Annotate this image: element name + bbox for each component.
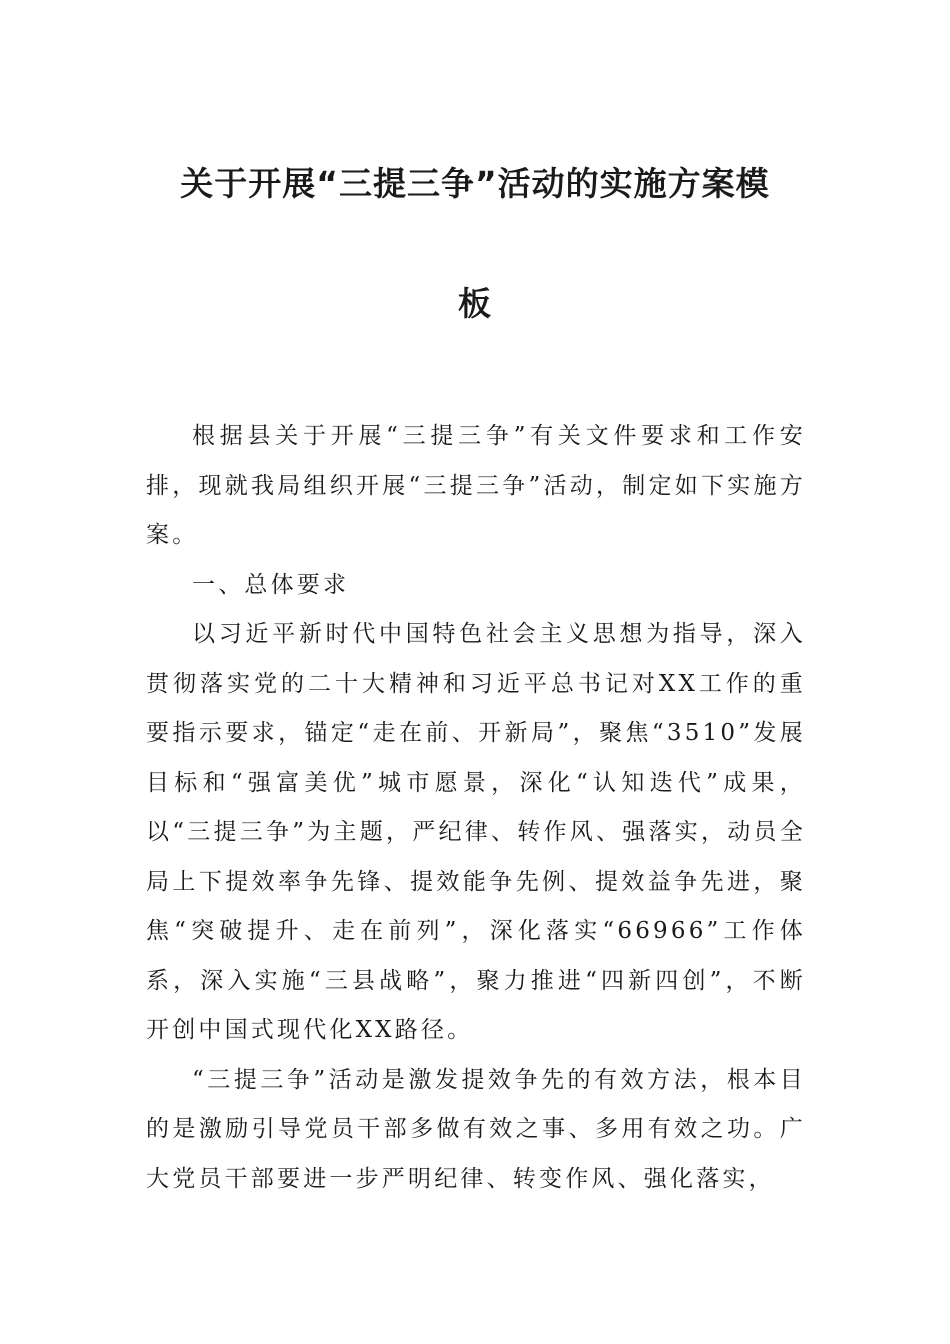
paragraph-intro: 根据县关于开展“三提三争”有关文件要求和工作安排，现就我局组织开展“三提三争”活动，制定如下实施方案。 (146, 423, 806, 548)
document-title-line-2: 板 (458, 284, 492, 323)
section-heading-general-requirements: 一、总体要求 (192, 571, 350, 598)
document-body (146, 412, 806, 1204)
paragraph-guiding-thought: 以习近平新时代中国特色社会主义思想为指导，深入贯彻落实党的二十大精神和习近平总书记对XX工作的重要指示要求，锚定“走在前、开新局”，聚焦“3510”发展目标和“强富美优”城市愿景，深化“认知迭代”成果，以“三提三争”为主题，严纪律、转作风、强落实，动员全局上下提效率争先锋、提效能争先例、提效益争先进，聚焦“突破提升、走在前列”，深化落实“66966”工作体系，深入实施“三县战略”，聚力推进“四新四创”，不断开创中国式现代化XX路径。 (146, 621, 806, 1043)
document-title-line-1: 关于开展“三提三争”活动的实施方案模 (180, 164, 770, 203)
paragraph-activity-purpose: “三提三争”活动是激发提效争先的有效方法，根本目的是激励引导党员干部多做有效之事、多用有效之功。广大党员干部要进一步严明纪律、转变作风、强化落实， (146, 1066, 806, 1192)
